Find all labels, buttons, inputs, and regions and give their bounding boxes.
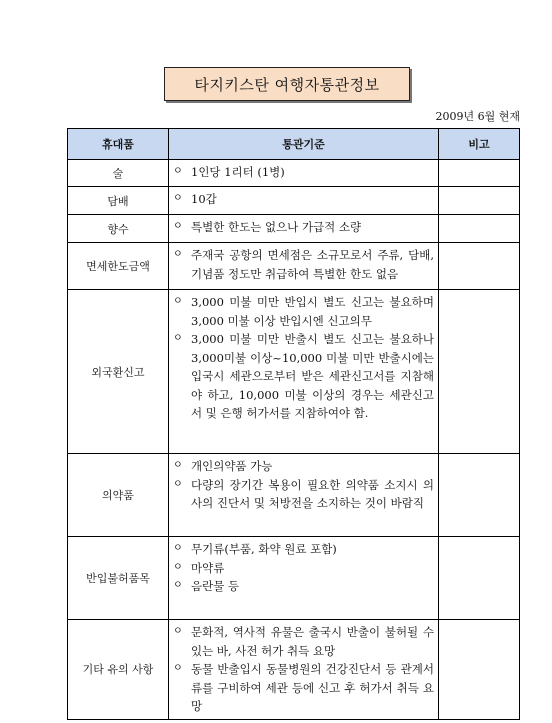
standard-text: 무기류(부품, 화약 원료 포함)	[191, 542, 337, 556]
bullet-marker: ㅇ	[173, 580, 183, 591]
row-standard	[169, 290, 439, 454]
table-row	[68, 215, 520, 243]
row-standard	[169, 160, 439, 187]
row-standard	[169, 620, 439, 720]
header-note: 비고	[439, 129, 520, 160]
header-standard: 통관기준	[169, 129, 439, 160]
row-standard	[169, 215, 439, 243]
row-item: 향수	[68, 215, 169, 243]
bullet-marker: ㅇ	[173, 543, 183, 554]
row-item: 외국환신고	[68, 290, 169, 454]
standard-text: 동물 반출입시 동물병원의 건강진단서 등 관계서류를 구비하여 세관 등에 신고 후 허가서 취득 요망	[191, 662, 434, 713]
row-note	[439, 537, 520, 620]
standard-line	[173, 330, 434, 423]
table-row	[68, 537, 520, 620]
standard-text: 3,000 미불 미만 반출시 별도 신고는 불요하나 3,000미불 이상~10,000 미불 미만 반출시에는 입국시 세관으로부터 받은 세관신고서를 지참해야 하고, 10,000 미불 이상의 경우는 세관신고서 및 은행 허가서를 지참하여야 함.	[191, 332, 434, 420]
table-row	[68, 187, 520, 215]
bullet-marker: ㅇ	[173, 478, 183, 490]
row-note	[439, 620, 520, 720]
bullet-marker: ㅇ	[173, 193, 183, 204]
row-item: 기타 유의 사항	[68, 620, 169, 720]
row-note	[439, 454, 520, 537]
table-row	[68, 243, 520, 290]
bullet-marker: ㅇ	[173, 333, 183, 344]
standard-text: 문화적, 역사적 유물은 출국시 반출이 불허될 수 있는 바, 사전 허가 취득 요망	[191, 625, 434, 658]
row-note	[439, 243, 520, 290]
standard-line	[173, 660, 434, 716]
bullet-marker: ㅇ	[173, 221, 183, 232]
standard-text: 3,000 미불 미만 반입시 별도 신고는 불요하며 3,000 미불 이상 반입시엔 신고의무	[191, 295, 434, 328]
row-standard	[169, 454, 439, 537]
standard-line	[173, 190, 434, 209]
standard-text: 특별한 한도는 없으나 가급적 소량	[191, 220, 362, 234]
standard-text: 개인의약품 가능	[191, 459, 273, 473]
standard-line	[173, 559, 434, 578]
customs-table	[67, 128, 520, 720]
bullet-marker: ㅇ	[173, 460, 183, 471]
standard-text: 마약류	[191, 560, 225, 575]
row-item: 술	[68, 160, 169, 187]
bullet-marker: ㅇ	[173, 249, 183, 260]
bullet-marker: ㅇ	[173, 561, 183, 573]
bullet-marker: ㅇ	[173, 663, 183, 674]
row-standard	[169, 537, 439, 620]
standard-line	[173, 218, 434, 237]
row-standard	[169, 187, 439, 215]
standard-line	[173, 540, 434, 559]
table-row	[68, 454, 520, 537]
table-row	[68, 620, 520, 720]
row-item: 면세한도금액	[68, 243, 169, 290]
standard-text: 10갑	[191, 192, 217, 206]
standard-text: 주재국 공항의 면세점은 소규모로서 주류, 담배, 기념품 정도만 취급하여 특별한 한도 없음	[191, 248, 434, 281]
standard-text: 1인당 1리터 (1병)	[191, 165, 285, 179]
table-header-row	[68, 129, 520, 160]
standard-line	[173, 163, 434, 182]
standard-line	[173, 577, 434, 596]
header-item: 휴대품	[68, 129, 169, 160]
row-item: 반입불허품목	[68, 537, 169, 620]
standard-line	[173, 623, 434, 660]
row-standard	[169, 243, 439, 290]
standard-line	[173, 246, 434, 283]
row-note	[439, 160, 520, 187]
standard-line	[173, 293, 434, 330]
table-row	[68, 160, 520, 187]
document-title: 타지키스탄 여행자통관정보	[164, 67, 410, 101]
row-note	[439, 187, 520, 215]
bullet-marker: ㅇ	[173, 626, 183, 637]
standard-text: 음란물 등	[191, 579, 240, 593]
standard-text: 다량의 장기간 복용이 필요한 의약품 소지시 의사의 진단서 및 처방전을 소지하는 것이 바람직	[191, 477, 434, 510]
table-row	[68, 290, 520, 454]
row-item: 담배	[68, 187, 169, 215]
row-note	[439, 215, 520, 243]
row-item: 의약품	[68, 454, 169, 537]
standard-line	[173, 457, 434, 476]
row-note	[439, 290, 520, 454]
as-of-date: 2009년 6월 현재	[435, 110, 520, 123]
bullet-marker: ㅇ	[173, 296, 183, 307]
standard-line	[173, 476, 434, 513]
bullet-marker: ㅇ	[173, 166, 183, 177]
